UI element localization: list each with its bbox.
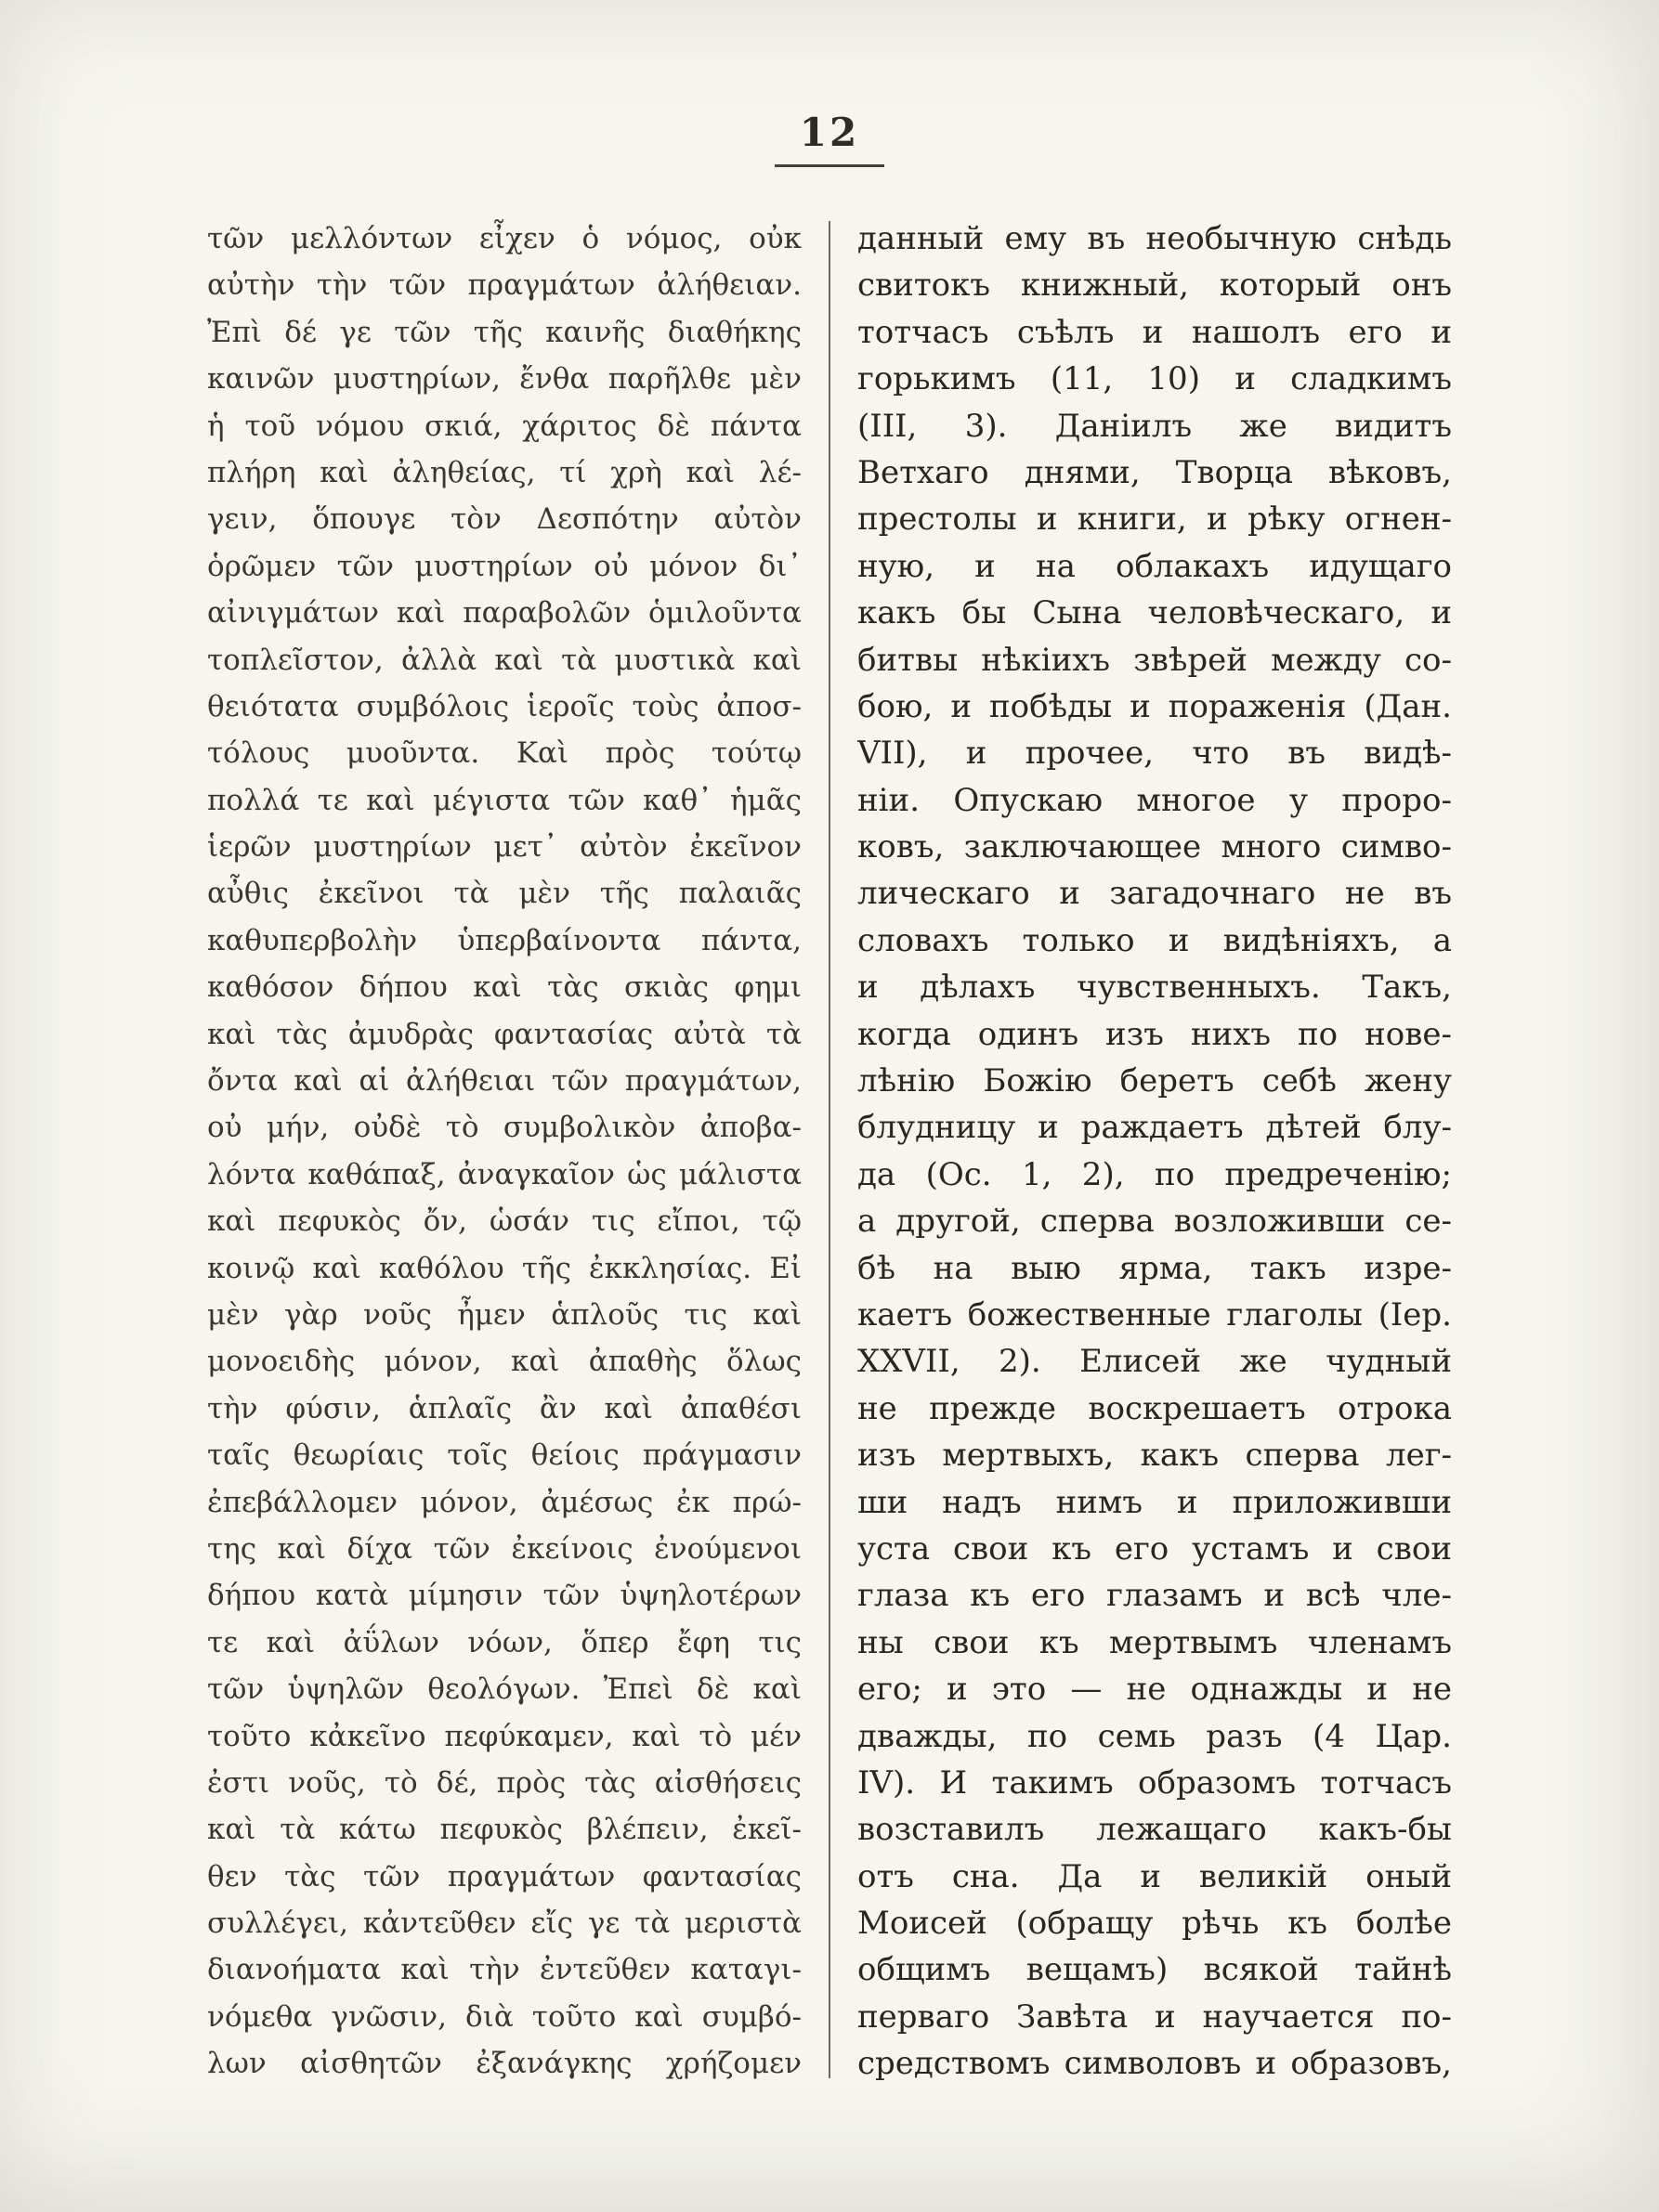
text-line: престолы и книги, и рѣку огнен- [857,501,1452,539]
text-line: θειότατα συμβόλοις ἱεροῖς τοὺς ἀποσ- [207,689,802,723]
text-line: κοινῷ καὶ καθόλου τῆς ἐκκλησίας. Εἰ [207,1251,802,1285]
text-line: горькимъ (11, 10) и сладкимъ [857,360,1452,398]
text-line: ковъ, заключающее много симво- [857,828,1452,866]
text-line: πολλά τε καὶ μέγιστα τῶν καθ᾽ ἡμᾶς [207,783,802,817]
text-line: возставилъ лежащаго какъ-бы [857,1811,1452,1849]
text-line: ἱερῶν μυστηρίων μετ᾽ αὐτὸν ἐκεῖνον [207,830,802,865]
text-line: Моисей (обращу рѣчь къ болѣе [857,1905,1452,1943]
text-line: общимъ вещамъ) всякой тайнѣ [857,1951,1452,1989]
text-line: какъ бы Сына человѣческаго, и [857,594,1452,632]
text-line: его; и это — не однажды и не [857,1671,1452,1709]
text-line: ную, и на облакахъ идущаго [857,547,1452,585]
text-line: ши надъ нимъ и приложивши [857,1483,1452,1521]
text-line: τὴν φύσιν, ἁπλαῖς ἂν καὶ ἀπαθέσι [207,1391,802,1425]
text-line: отъ сна. Да и великій оный [857,1857,1452,1895]
text-line: (III, 3). Даніилъ же видитъ [857,407,1452,445]
text-line: бою, и побѣды и пораженія (Дан. [857,687,1452,725]
text-line: λων αἰσθητῶν ἐξανάγκης χρήζομεν [207,2047,802,2081]
text-line: τοῦτο κἀκεῖνο πεφύκαμεν, καὶ τὸ μέν [207,1719,802,1753]
text-line: свитокъ книжный, который онъ [857,267,1452,305]
text-line: уста свои къ его устамъ и свои [857,1529,1452,1568]
text-line: не прежде воскрешаетъ отрока [857,1389,1452,1427]
text-line: αἰνιγμάτων καὶ παραβολῶν ὁμιλοῦντα [207,596,802,631]
text-line: лическаго и загадочнаго не въ [857,875,1452,913]
greek-column [207,215,802,2088]
text-line: Ветхаго днями, Творца вѣковъ, [857,453,1452,491]
text-line: τῶν ὑψηλῶν θεολόγων. Ἐπεὶ δὲ καὶ [207,1672,802,1707]
text-line: ны свои къ мертвымъ членамъ [857,1623,1452,1661]
text-line: δήπου κατὰ μίμησιν τῶν ὑψηλοτέρων [207,1579,802,1613]
text-line: αὐτὴν τὴν τῶν πραγμάτων ἀλήθειαν. [207,268,802,303]
text-line: бѣ на выю ярма, такъ изре- [857,1249,1452,1287]
text-line: ἐστι νοῦς, τὸ δέ, πρὸς τὰς αἰσθήσεις [207,1765,802,1800]
text-line: τοπλεῖστον, ἀλλὰ καὶ τὰ μυστικὰ καὶ [207,643,802,677]
text-line: καὶ τὰς ἀμυδρὰς φαντασίας αὐτὰ τὰ [207,1017,802,1051]
text-line: λόντα καθάπαξ, ἀναγκαῖον ὡς μάλιστα [207,1157,802,1191]
page-number-rule [775,164,884,167]
text-line: μὲν γὰρ νοῦς ἦμεν ἁπλοῦς τις καὶ [207,1297,802,1332]
text-line: битвы нѣкіихъ звѣрей между со- [857,641,1452,679]
text-line: каетъ божественные глаголы (Іер. [857,1295,1452,1334]
page-number: 12 [799,110,860,155]
page-header [0,110,1659,167]
text-line: τόλους μυοῦντα. Καὶ πρὸς τούτῳ [207,736,802,771]
text-line: XXVII, 2). Елисей же чудный [857,1343,1452,1381]
text-line: дважды, по семь разъ (4 Цар. [857,1717,1452,1755]
text-line: καὶ πεφυκὸς ὄν, ὡσάν τις εἴποι, τῷ [207,1204,802,1239]
text-line: когда одинъ изъ нихъ по нове- [857,1015,1452,1053]
text-line: Ἐπὶ δέ γε τῶν τῆς καινῆς διαθήκης [207,315,802,349]
text-line: καθόσον δήπου καὶ τὰς σκιὰς φημι [207,970,802,1005]
text-line: блудницу и раждаетъ дѣтей блу- [857,1109,1452,1147]
text-line: и дѣлахъ чувственныхъ. Такъ, [857,969,1452,1007]
text-line: καθυπερβολὴν ὑπερβαίνοντα πάντα, [207,923,802,957]
text-line: средствомъ символовъ и образовъ, [857,2045,1452,2083]
text-line: τῶν μελλόντων εἶχεν ὁ νόμος, οὐκ [207,222,802,255]
text-line: καινῶν μυστηρίων, ἔνθα παρῆλθε μὲν [207,362,802,397]
text-line: словахъ только и видѣніяхъ, а [857,921,1452,959]
text-line: καὶ τὰ κάτω πεφυκὸς βλέπειν, ἐκεῖ- [207,1813,802,1847]
text-line: лѣнію Божію беретъ себѣ жену [857,1062,1452,1100]
text-line: тотчасъ съѣлъ и нашолъ его и [857,313,1452,351]
text-line: μονοειδὴς μόνον, καὶ ἀπαθὴς ὅλως [207,1345,802,1379]
text-line: ніи. Опускаю многое у проро- [857,781,1452,819]
text-line: διανοήματα καὶ τὴν ἐντεῦθεν καταγι- [207,1953,802,1987]
text-line: данный ему въ необычную снѣдь [857,220,1452,257]
text-line: ὄντα καὶ αἱ ἀλήθειαι τῶν πραγμάτων, [207,1064,802,1099]
text-line: перваго Завѣта и научается по- [857,1997,1452,2036]
text-line: της καὶ δίχα τῶν ἐκείνοις ἐνούμενοι [207,1531,802,1566]
text-line: θεν τὰς τῶν πραγμάτων φαντασίας [207,1859,802,1893]
text-line: πλήρη καὶ ἀληθείας, τί χρὴ καὶ λέ- [207,455,802,489]
text-line: τε καὶ ἀΰλων νόων, ὅπερ ἔφη τις [207,1625,802,1659]
text-line: νόμεθα γνῶσιν, διὰ τοῦτο καὶ συμβό- [207,1999,802,2034]
text-line: αὖθις ἐκεῖνοι τὰ μὲν τῆς παλαιᾶς [207,877,802,911]
text-line: IV). И такимъ образомъ тотчасъ [857,1763,1452,1802]
text-line: οὐ μήν, οὐδὲ τὸ συμβολικὸν ἀποβα- [207,1111,802,1145]
text-line: VII), и прочее, что въ видѣ- [857,735,1452,773]
text-line: ὁρῶμεν τῶν μυστηρίων οὐ μόνον δι᾽ [207,549,802,583]
text-line: ταῖς θεωρίαις τοῖς θείοις πράγμασιν [207,1438,802,1473]
text-line: да (Ос. 1, 2), по предреченію; [857,1155,1452,1193]
text-line: а другой, сперва возложивши се- [857,1203,1452,1241]
text-line: ἡ τοῦ νόμου σκιά, χάριτος δὲ πάντα [207,409,802,443]
column-divider [829,221,830,2078]
text-line: изъ мертвыхъ, какъ сперва лег- [857,1437,1452,1475]
russian-column [857,215,1452,2088]
text-line: γειν, ὅπουγε τὸν Δεσπότην αὐτὸν [207,502,802,537]
text-line: ἐπεβάλλομεν μόνον, ἀμέσως ἐκ πρώ- [207,1485,802,1519]
text-line: глаза къ его глазамъ и всѣ чле- [857,1577,1452,1615]
text-line: συλλέγει, κἀντεῦθεν εἴς γε τὰ μεριστὰ [207,1906,802,1941]
text-columns [207,215,1452,2088]
